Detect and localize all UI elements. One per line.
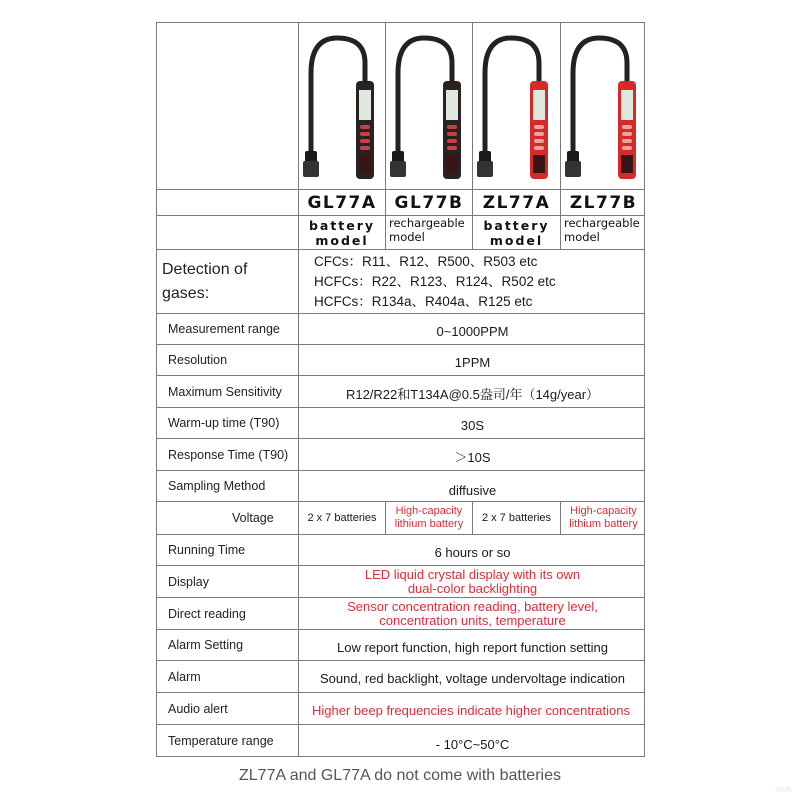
- gases-list: [299, 250, 646, 313]
- spec-value: Higher beep frequencies indicate higher concentrations: [312, 703, 630, 718]
- spec-label: Display: [168, 574, 209, 589]
- gases-label-line: gases:: [162, 284, 210, 302]
- model-name: GL77A: [307, 192, 377, 213]
- voltage-value: 2 x 7 batteries: [307, 511, 377, 524]
- spec-value: Low report function, high report function setting: [337, 639, 608, 655]
- spec-label: Temperature range: [168, 733, 274, 748]
- spec-value-line: LED liquid crystal display with its own: [364, 566, 581, 582]
- model-type-line: battery: [308, 217, 376, 233]
- voltage-line: High-capacity: [395, 505, 463, 517]
- gas-line: CFCs：R11、R12、R500、R503 etc: [314, 253, 538, 269]
- spec-label: Response Time (T90): [168, 447, 289, 462]
- gases-label-line: Detection of: [162, 260, 248, 278]
- gases-label: [157, 250, 299, 313]
- spec-value: diffusive: [448, 482, 497, 498]
- spec-value-line: dual-color backlighting: [407, 580, 538, 596]
- spec-value: 30S: [460, 417, 485, 433]
- spec-value: 1PPM: [454, 354, 491, 370]
- spec-label: Alarm: [168, 669, 201, 684]
- spec-label: Running Time: [168, 543, 246, 557]
- spec-label: Warm-up time (T90): [168, 416, 280, 430]
- spec-label: Resolution: [168, 353, 228, 367]
- gas-line: HCFCs：R134a、R404a、R125 etc: [314, 293, 533, 309]
- spec-value-line: Sensor concentration reading, battery level,: [347, 598, 598, 614]
- voltage-value: [561, 502, 646, 534]
- model-type-line: rechargeable: [564, 216, 640, 230]
- spec-value: ＞10S: [454, 450, 491, 465]
- model-type: [473, 216, 560, 249]
- spec-label: Alarm Setting: [168, 638, 244, 652]
- spec-label: Direct reading: [168, 606, 246, 621]
- model-type-line: model: [389, 230, 425, 244]
- product-image-gl77b: [386, 23, 472, 189]
- spec-value: [299, 598, 646, 629]
- model-type: [561, 216, 646, 249]
- product-image-zl77a: [473, 23, 560, 189]
- spec-value: 0~1000PPM: [436, 323, 509, 339]
- spec-table: [156, 22, 645, 757]
- model-type-line: model: [489, 232, 544, 248]
- model-type-line: battery: [483, 217, 550, 233]
- spec-label: Sampling Method: [168, 479, 266, 493]
- model-type-line: model: [315, 232, 369, 248]
- model-type-line: rechargeable: [389, 216, 465, 230]
- voltage-line: High-capacity: [570, 505, 637, 517]
- model-name: GL77B: [394, 192, 464, 213]
- spec-label: Audio alert: [168, 701, 228, 716]
- voltage-line: lithium battery: [569, 518, 638, 530]
- spec-value: 6 hours or so: [434, 544, 511, 560]
- model-name: ZL77B: [569, 192, 638, 213]
- voltage-line: lithium battery: [394, 518, 464, 530]
- model-type: [386, 216, 472, 249]
- voltage-value: [386, 502, 472, 534]
- voltage-value: 2 x 7 batteries: [481, 511, 552, 524]
- spec-value: - 10°C~50°C: [435, 737, 510, 752]
- spec-value-line: concentration units, temperature: [379, 612, 566, 628]
- spec-value: R12/R22和T134A@0.5盎司/年（14g/year）: [345, 387, 600, 402]
- spec-value: Sound, red backlight, voltage undervoltage indication: [320, 671, 625, 686]
- product-image-zl77b: [561, 23, 646, 189]
- spec-label: Maximum Sensitivity: [168, 384, 282, 399]
- spec-value: [299, 566, 646, 597]
- product-image-gl77a: [299, 23, 385, 189]
- voltage-label: Voltage: [232, 511, 274, 525]
- model-name: ZL77A: [482, 192, 551, 213]
- model-type: [299, 216, 385, 249]
- gas-line: HCFCs：R22、R123、R124、R502 etc: [314, 273, 556, 289]
- watermark: YIUR: [775, 787, 792, 794]
- model-type-line: model: [564, 230, 600, 244]
- footer-note: ZL77A and GL77A do not come with batteries: [239, 767, 561, 784]
- spec-label: Measurement range: [168, 322, 280, 336]
